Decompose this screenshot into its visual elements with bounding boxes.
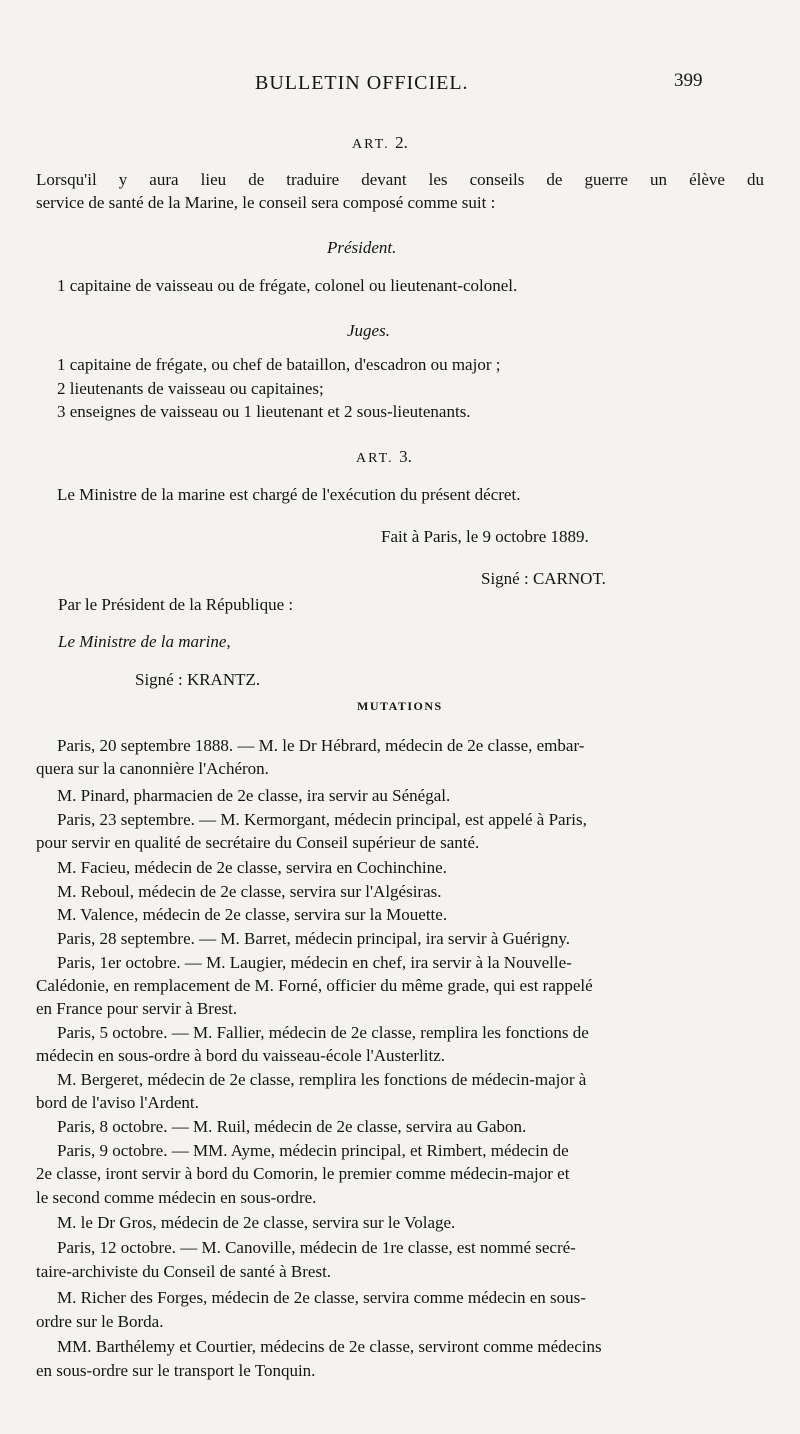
article-3-heading — [356, 447, 412, 467]
signed-minister: Signé : KRANTZ. — [135, 670, 261, 689]
mutation-line: M. Richer des Forges, médecin de 2e classe, servira comme médecin en sous- — [57, 1288, 586, 1307]
judges-heading: Juges. — [347, 321, 390, 340]
article-label: ART. — [352, 137, 390, 152]
minister-title: Le Ministre de la marine, — [58, 632, 231, 651]
mutation-line: M. le Dr Gros, médecin de 2e classe, servira sur le Volage. — [57, 1213, 456, 1232]
mutation-line: quera sur la canonnière l'Achéron. — [36, 759, 269, 778]
mutation-line: MM. Barthélemy et Courtier, médecins de 2e classe, serviront comme médecins — [57, 1337, 602, 1356]
mutation-line: médecin en sous-ordre à bord du vaisseau-école l'Austerlitz. — [36, 1046, 446, 1065]
president-line: 1 capitaine de vaisseau ou de frégate, colonel ou lieutenant-colonel. — [57, 276, 518, 295]
running-head: BULLETIN OFFICIEL. — [255, 72, 469, 94]
mutation-line: M. Valence, médecin de 2e classe, servira sur la Mouette. — [57, 905, 448, 924]
mutation-line: taire-archiviste du Conseil de santé à Brest. — [36, 1262, 332, 1281]
mutation-line: Paris, 5 octobre. — M. Fallier, médecin de 2e classe, remplira les fonctions de — [57, 1023, 589, 1042]
mutation-line: Calédonie, en remplacement de M. Forné, officier du même grade, qui est rappelé — [36, 976, 593, 995]
article-number: 2. — [395, 133, 408, 152]
article-label: ART. — [356, 451, 394, 466]
judges-line-2: 2 lieutenants de vaisseau ou capitaines; — [57, 379, 324, 398]
by-president: Par le Président de la République : — [58, 595, 294, 614]
judges-line-3: 3 enseignes de vaisseau ou 1 lieutenant et 2 sous-lieutenants. — [57, 402, 471, 421]
judges-line-1: 1 capitaine de frégate, ou chef de bataillon, d'escadron ou major ; — [57, 355, 501, 374]
mutation-line: Paris, 20 septembre 1888. — M. le Dr Hébrard, médecin de 2e classe, embar- — [57, 736, 585, 755]
signed-president: Signé : CARNOT. — [481, 569, 606, 588]
mutation-line: pour servir en qualité de secrétaire du Conseil supérieur de santé. — [36, 833, 480, 852]
mutation-line: ordre sur le Borda. — [36, 1312, 164, 1331]
mutation-line: Paris, 12 octobre. — M. Canoville, médecin de 1re classe, est nommé secré- — [57, 1238, 576, 1257]
mutation-line: 2e classe, iront servir à bord du Comorin, le premier comme médecin-major et — [36, 1164, 570, 1183]
mutation-line: M. Bergeret, médecin de 2e classe, remplira les fonctions de médecin-major à — [57, 1070, 587, 1089]
mutation-line: Paris, 1er octobre. — M. Laugier, médecin en chef, ira servir à la Nouvelle- — [57, 953, 572, 972]
mutation-line: en France pour servir à Brest. — [36, 999, 238, 1018]
mutation-line: Paris, 9 octobre. — MM. Ayme, médecin principal, et Rimbert, médecin de — [57, 1141, 569, 1160]
mutation-line: Paris, 8 octobre. — M. Ruil, médecin de 2e classe, servira au Gabon. — [57, 1117, 527, 1136]
mutation-line: bord de l'aviso l'Ardent. — [36, 1093, 199, 1112]
article-2-heading — [352, 133, 408, 153]
mutation-line: Paris, 23 septembre. — M. Kermorgant, médecin principal, est appelé à Paris, — [57, 810, 587, 829]
mutation-line: M. Reboul, médecin de 2e classe, servira sur l'Algésiras. — [57, 882, 442, 901]
mutation-line: M. Pinard, pharmacien de 2e classe, ira servir au Sénégal. — [57, 786, 451, 805]
article-2-intro-line-2: service de santé de la Marine, le conseil sera composé comme suit : — [36, 193, 496, 212]
mutation-line: le second comme médecin en sous-ordre. — [36, 1188, 317, 1207]
place-date: Fait à Paris, le 9 octobre 1889. — [381, 527, 589, 546]
mutation-line: en sous-ordre sur le transport le Tonquin. — [36, 1361, 316, 1380]
article-3-text: Le Ministre de la marine est chargé de l'exécution du présent décret. — [57, 485, 521, 504]
article-2-intro-line-1: Lorsqu'il y aura lieu de traduire devant les conseils de guerre un élève du — [36, 170, 764, 189]
page-number: 399 — [674, 70, 703, 91]
mutation-line: M. Facieu, médecin de 2e classe, servira en Cochinchine. — [57, 858, 447, 877]
mutations-heading: MUTATIONS — [357, 699, 443, 713]
president-heading: Président. — [327, 238, 397, 257]
article-number: 3. — [399, 447, 412, 466]
mutation-line: Paris, 28 septembre. — M. Barret, médecin principal, ira servir à Guérigny. — [57, 929, 570, 948]
